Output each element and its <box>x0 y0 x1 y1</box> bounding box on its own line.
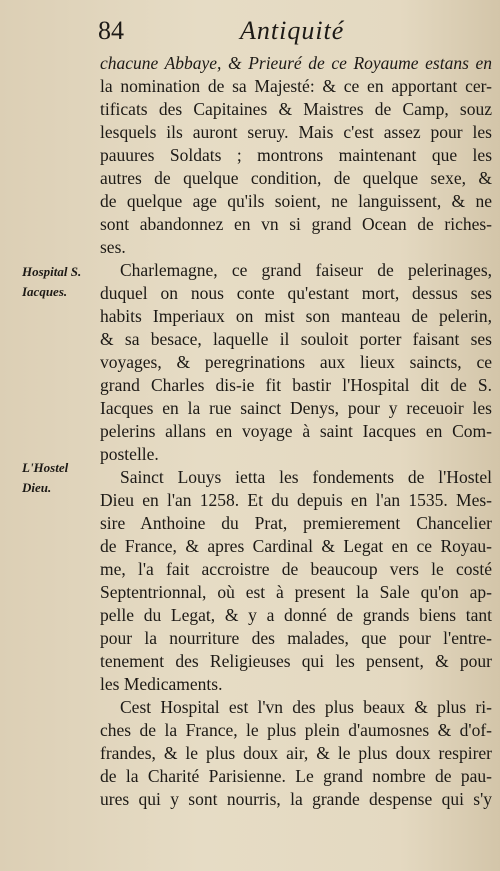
text-line: ches de la France, le plus plein d'aumosnes & d'of- <box>100 720 492 740</box>
text-line: voyages, & peregrinations aux lieux saincts, ce <box>100 352 492 372</box>
text-line: & sa besace, laquelle il souloit porter faisant ses <box>100 329 492 349</box>
text-line: sont abandonnez en vn si grand Ocean de riches- <box>100 214 492 234</box>
text-line: pour la nourriture des malades, que pour l'entre- <box>100 628 492 648</box>
text-line: Cest Hospital est l'vn des plus beaux & plus ri- <box>120 697 492 717</box>
text-line: de quelque age qu'ils soient, ne languissent, & ne <box>100 191 492 211</box>
text-line: de la Charité Parisienne. Le grand nombre de pau- <box>100 766 492 786</box>
text-line: les Medicaments. <box>100 674 223 694</box>
text-line: Dieu en l'an 1258. Et du depuis en l'an 1535. Mes- <box>100 490 492 510</box>
text-line: pelle du Legat, & y a donné de grands biens tant <box>100 605 492 625</box>
main-text <box>100 52 492 811</box>
text-line: pelerins allans en voyage à saint Iacques en Com- <box>100 421 492 441</box>
text-line: habits Imperiaux on mist son manteau de pelerin, <box>100 306 492 326</box>
text-line: la nomination de sa Majesté: & ce en apportant cer- <box>100 76 492 96</box>
text-line: pauures Soldats ; montrons maintenant que les <box>100 145 492 165</box>
text-line: autres de quelque condition, de quelque sexe, & <box>100 168 492 188</box>
text-line: Iacques en la rue sainct Denys, pour y receuoir les <box>100 398 492 418</box>
page-number: 84 <box>98 16 124 45</box>
text-line: grand Charles dis-ie fit bastir l'Hospital dit de S. <box>100 375 492 395</box>
margin-note-hotel-dieu: L'Hostel Dieu. <box>22 460 69 495</box>
running-head <box>0 16 500 48</box>
text-line: ures qui y sont nourris, la grande despense qui s'y <box>100 789 492 809</box>
text-line: tenement des Religieuses qui les pensent, & pour <box>100 651 492 671</box>
text-line: de France, & apres Cardinal & Legat en ce Royau- <box>100 536 492 556</box>
text-line: ses. <box>100 237 126 257</box>
text-line: Sainct Louys ietta les fondements de l'Hostel <box>120 467 492 487</box>
paragraph <box>100 52 492 259</box>
text-line: lesquels ils auront seruy. Mais c'est assez pour les <box>100 122 492 142</box>
text-line: frandes, & le plus doux air, & le plus doux respirer <box>100 743 492 763</box>
text-line: sire Anthoine du Prat, premierement Chancelier <box>100 513 492 533</box>
text-line: Septentrionnal, où est à present la Sale qu'on ap- <box>100 582 492 602</box>
paragraph <box>100 466 492 696</box>
running-title: Antiquité <box>240 16 345 45</box>
paragraph <box>100 696 492 811</box>
text-line: postelle. <box>100 444 159 464</box>
text-line: chacune Abbaye, & Prieuré de ce Royaume estans en <box>100 53 492 73</box>
text-line: duquel on nous conte qu'estant mort, dessus ses <box>100 283 492 303</box>
text-line: Charlemagne, ce grand faiseur de pelerinages, <box>120 260 492 280</box>
text-line: me, l'a fait accroistre de beaucoup vers le costé <box>100 559 492 579</box>
margin-note-hospital-st-jacques: Hospital S. Iacques. <box>22 264 82 299</box>
paragraph <box>100 259 492 466</box>
text-line: tificats des Capitaines & Maistres de Camp, souz <box>100 99 492 119</box>
